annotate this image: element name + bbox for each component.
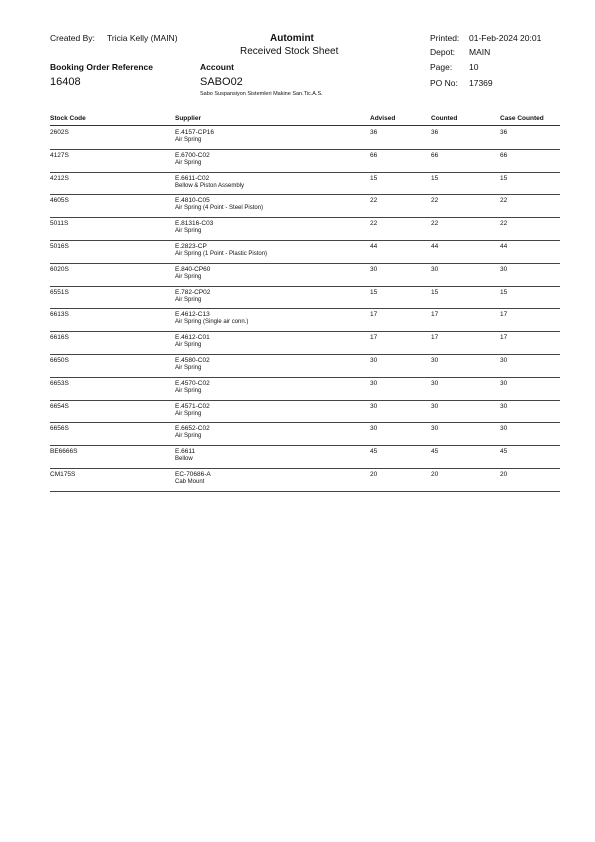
- case-counted-qty: 45: [500, 448, 508, 456]
- counted-qty: 30: [431, 356, 439, 364]
- col-advised: Advised: [370, 115, 396, 122]
- advised-qty: 36: [370, 129, 378, 136]
- item-description: Air Spring: [175, 273, 202, 280]
- supplier-code: E.840-CP60: [175, 265, 211, 273]
- advised-qty: 44: [370, 242, 378, 250]
- created-by-label: Created By:: [50, 33, 95, 43]
- supplier-code: E.4570-C02: [175, 379, 210, 387]
- advised-qty: 66: [370, 151, 378, 159]
- col-stock-code: Stock Code: [50, 115, 86, 122]
- advised-qty: 30: [370, 379, 378, 387]
- stock-code: 4212S: [50, 174, 69, 182]
- stock-code: 6656S: [50, 425, 69, 433]
- supplier-code: E.81316-C03: [175, 220, 214, 228]
- table-header: [50, 114, 560, 126]
- table-row: [50, 241, 560, 264]
- counted-qty: 22: [431, 220, 439, 228]
- stock-code: 6654S: [50, 402, 69, 410]
- advised-qty: 30: [370, 425, 378, 433]
- item-description: Air Spring (1 Point - Plastic Piston): [175, 250, 268, 257]
- po-label: PO No:: [430, 78, 458, 88]
- case-counted-qty: 30: [500, 402, 508, 410]
- po-value: 17369: [469, 78, 493, 88]
- stock-code: 5016S: [50, 242, 69, 250]
- advised-qty: 45: [370, 448, 378, 456]
- supplier-code: E.6700-C02: [175, 151, 210, 159]
- table-row: [50, 127, 560, 150]
- item-description: Air Spring: [175, 159, 202, 166]
- counted-qty: 66: [431, 151, 439, 159]
- advised-qty: 22: [370, 220, 378, 228]
- advised-qty: 30: [370, 265, 378, 273]
- advised-qty: 15: [370, 288, 378, 296]
- table-row: [50, 264, 560, 287]
- item-description: Air Spring: [175, 296, 202, 303]
- item-description: Air Spring: [175, 364, 202, 371]
- supplier-code: E.782-CP02: [175, 288, 211, 296]
- item-description: Air Spring (Single air conn.): [175, 319, 249, 326]
- stock-code: 5011S: [50, 220, 69, 228]
- counted-qty: 20: [431, 470, 439, 478]
- case-counted-qty: 30: [500, 425, 508, 433]
- stock-code: 6653S: [50, 379, 69, 387]
- page-label: Page:: [430, 62, 453, 72]
- case-counted-qty: 15: [500, 174, 508, 182]
- table-row: [50, 150, 560, 173]
- supplier-name: Sabo Suspansiyon Sistemleri Makine San.Tic.A.S.: [200, 91, 323, 97]
- stock-code: 6616S: [50, 334, 69, 342]
- table-row: [50, 469, 560, 492]
- supplier-code: E.4157-CP16: [175, 129, 215, 136]
- stock-code: 6020S: [50, 265, 69, 273]
- counted-qty: 17: [431, 334, 439, 342]
- item-description: Air Spring (4 Point - Steel Piston): [175, 205, 264, 212]
- advised-qty: 17: [370, 334, 378, 342]
- item-description: Air Spring: [175, 410, 202, 417]
- item-description: Bellow: [175, 456, 193, 463]
- sheet-title: Received Stock Sheet: [240, 46, 339, 57]
- table-row: [50, 401, 560, 424]
- counted-qty: 30: [431, 265, 439, 273]
- stock-code: CM175S: [50, 470, 76, 478]
- advised-qty: 30: [370, 356, 378, 364]
- advised-qty: 15: [370, 174, 378, 182]
- stock-table-body: [50, 127, 560, 492]
- advised-qty: 22: [370, 197, 378, 205]
- depot-value: MAIN: [469, 47, 491, 57]
- counted-qty: 30: [431, 402, 439, 410]
- col-counted: Counted: [431, 115, 458, 122]
- case-counted-qty: 30: [500, 379, 508, 387]
- counted-qty: 36: [431, 129, 439, 136]
- printed-label: Printed:: [430, 33, 460, 43]
- case-counted-qty: 30: [500, 356, 508, 364]
- table-row: [50, 446, 560, 469]
- item-description: Air Spring: [175, 137, 202, 143]
- supplier-code: E.4571-C02: [175, 402, 210, 410]
- item-description: Air Spring: [175, 387, 202, 394]
- col-supplier: Supplier: [175, 115, 202, 122]
- counted-qty: 44: [431, 242, 439, 250]
- supplier-code: E.4612-C13: [175, 311, 210, 319]
- stock-code: 6650S: [50, 356, 69, 364]
- counted-qty: 22: [431, 197, 439, 205]
- counted-qty: 45: [431, 448, 439, 456]
- booking-order-value: 16408: [50, 76, 81, 88]
- supplier-code: E.6611-C02: [175, 174, 210, 182]
- case-counted-qty: 36: [500, 129, 508, 136]
- table-row: [50, 218, 560, 241]
- company-name: Automint: [270, 33, 314, 44]
- counted-qty: 30: [431, 425, 439, 433]
- table-row: [50, 332, 560, 355]
- counted-qty: 17: [431, 311, 439, 319]
- depot-label: Depot:: [430, 47, 456, 57]
- supplier-code: EC-70686-A: [175, 470, 211, 478]
- case-counted-qty: 44: [500, 242, 508, 250]
- stock-code: BE6666S: [50, 448, 78, 456]
- counted-qty: 15: [431, 174, 439, 182]
- table-row: [50, 287, 560, 310]
- counted-qty: 15: [431, 288, 439, 296]
- stock-code: 4605S: [50, 197, 69, 205]
- stock-code: 6613S: [50, 311, 69, 319]
- item-description: Air Spring: [175, 228, 202, 235]
- table-row: [50, 173, 560, 196]
- supplier-code: E.2823-CP: [175, 242, 207, 250]
- item-description: Bellow & Piston Assembly: [175, 182, 245, 189]
- case-counted-qty: 22: [500, 220, 508, 228]
- case-counted-qty: 20: [500, 470, 508, 478]
- advised-qty: 30: [370, 402, 378, 410]
- col-case-counted: Case Counted: [500, 115, 544, 122]
- table-row: [50, 378, 560, 401]
- case-counted-qty: 66: [500, 151, 508, 159]
- account-value: SABO02: [200, 76, 243, 88]
- table-row: [50, 309, 560, 332]
- table-row: [50, 355, 560, 378]
- supplier-code: E.4810-C05: [175, 197, 210, 205]
- stock-code: 4127S: [50, 151, 69, 159]
- case-counted-qty: 30: [500, 265, 508, 273]
- advised-qty: 17: [370, 311, 378, 319]
- printed-value: 01-Feb-2024 20:01: [469, 33, 542, 43]
- stock-code: 2602S: [50, 129, 69, 136]
- booking-order-label: Booking Order Reference: [50, 62, 153, 72]
- case-counted-qty: 15: [500, 288, 508, 296]
- supplier-code: E.6611: [175, 448, 196, 456]
- table-row: [50, 423, 560, 446]
- item-description: Air Spring: [175, 342, 202, 349]
- supplier-code: E.4580-C02: [175, 356, 210, 364]
- item-description: Cab Mount: [175, 478, 205, 485]
- case-counted-qty: 17: [500, 311, 508, 319]
- supplier-code: E.4612-C01: [175, 334, 210, 342]
- stock-code: 6551S: [50, 288, 69, 296]
- case-counted-qty: 22: [500, 197, 508, 205]
- page-value: 10: [469, 62, 479, 72]
- table-row: [50, 195, 560, 218]
- case-counted-qty: 17: [500, 334, 508, 342]
- created-by-value: Tricia Kelly (MAIN): [107, 33, 178, 43]
- account-label: Account: [200, 62, 234, 72]
- advised-qty: 20: [370, 470, 378, 478]
- item-description: Air Spring: [175, 433, 202, 440]
- counted-qty: 30: [431, 379, 439, 387]
- supplier-code: E.6652-C02: [175, 425, 210, 433]
